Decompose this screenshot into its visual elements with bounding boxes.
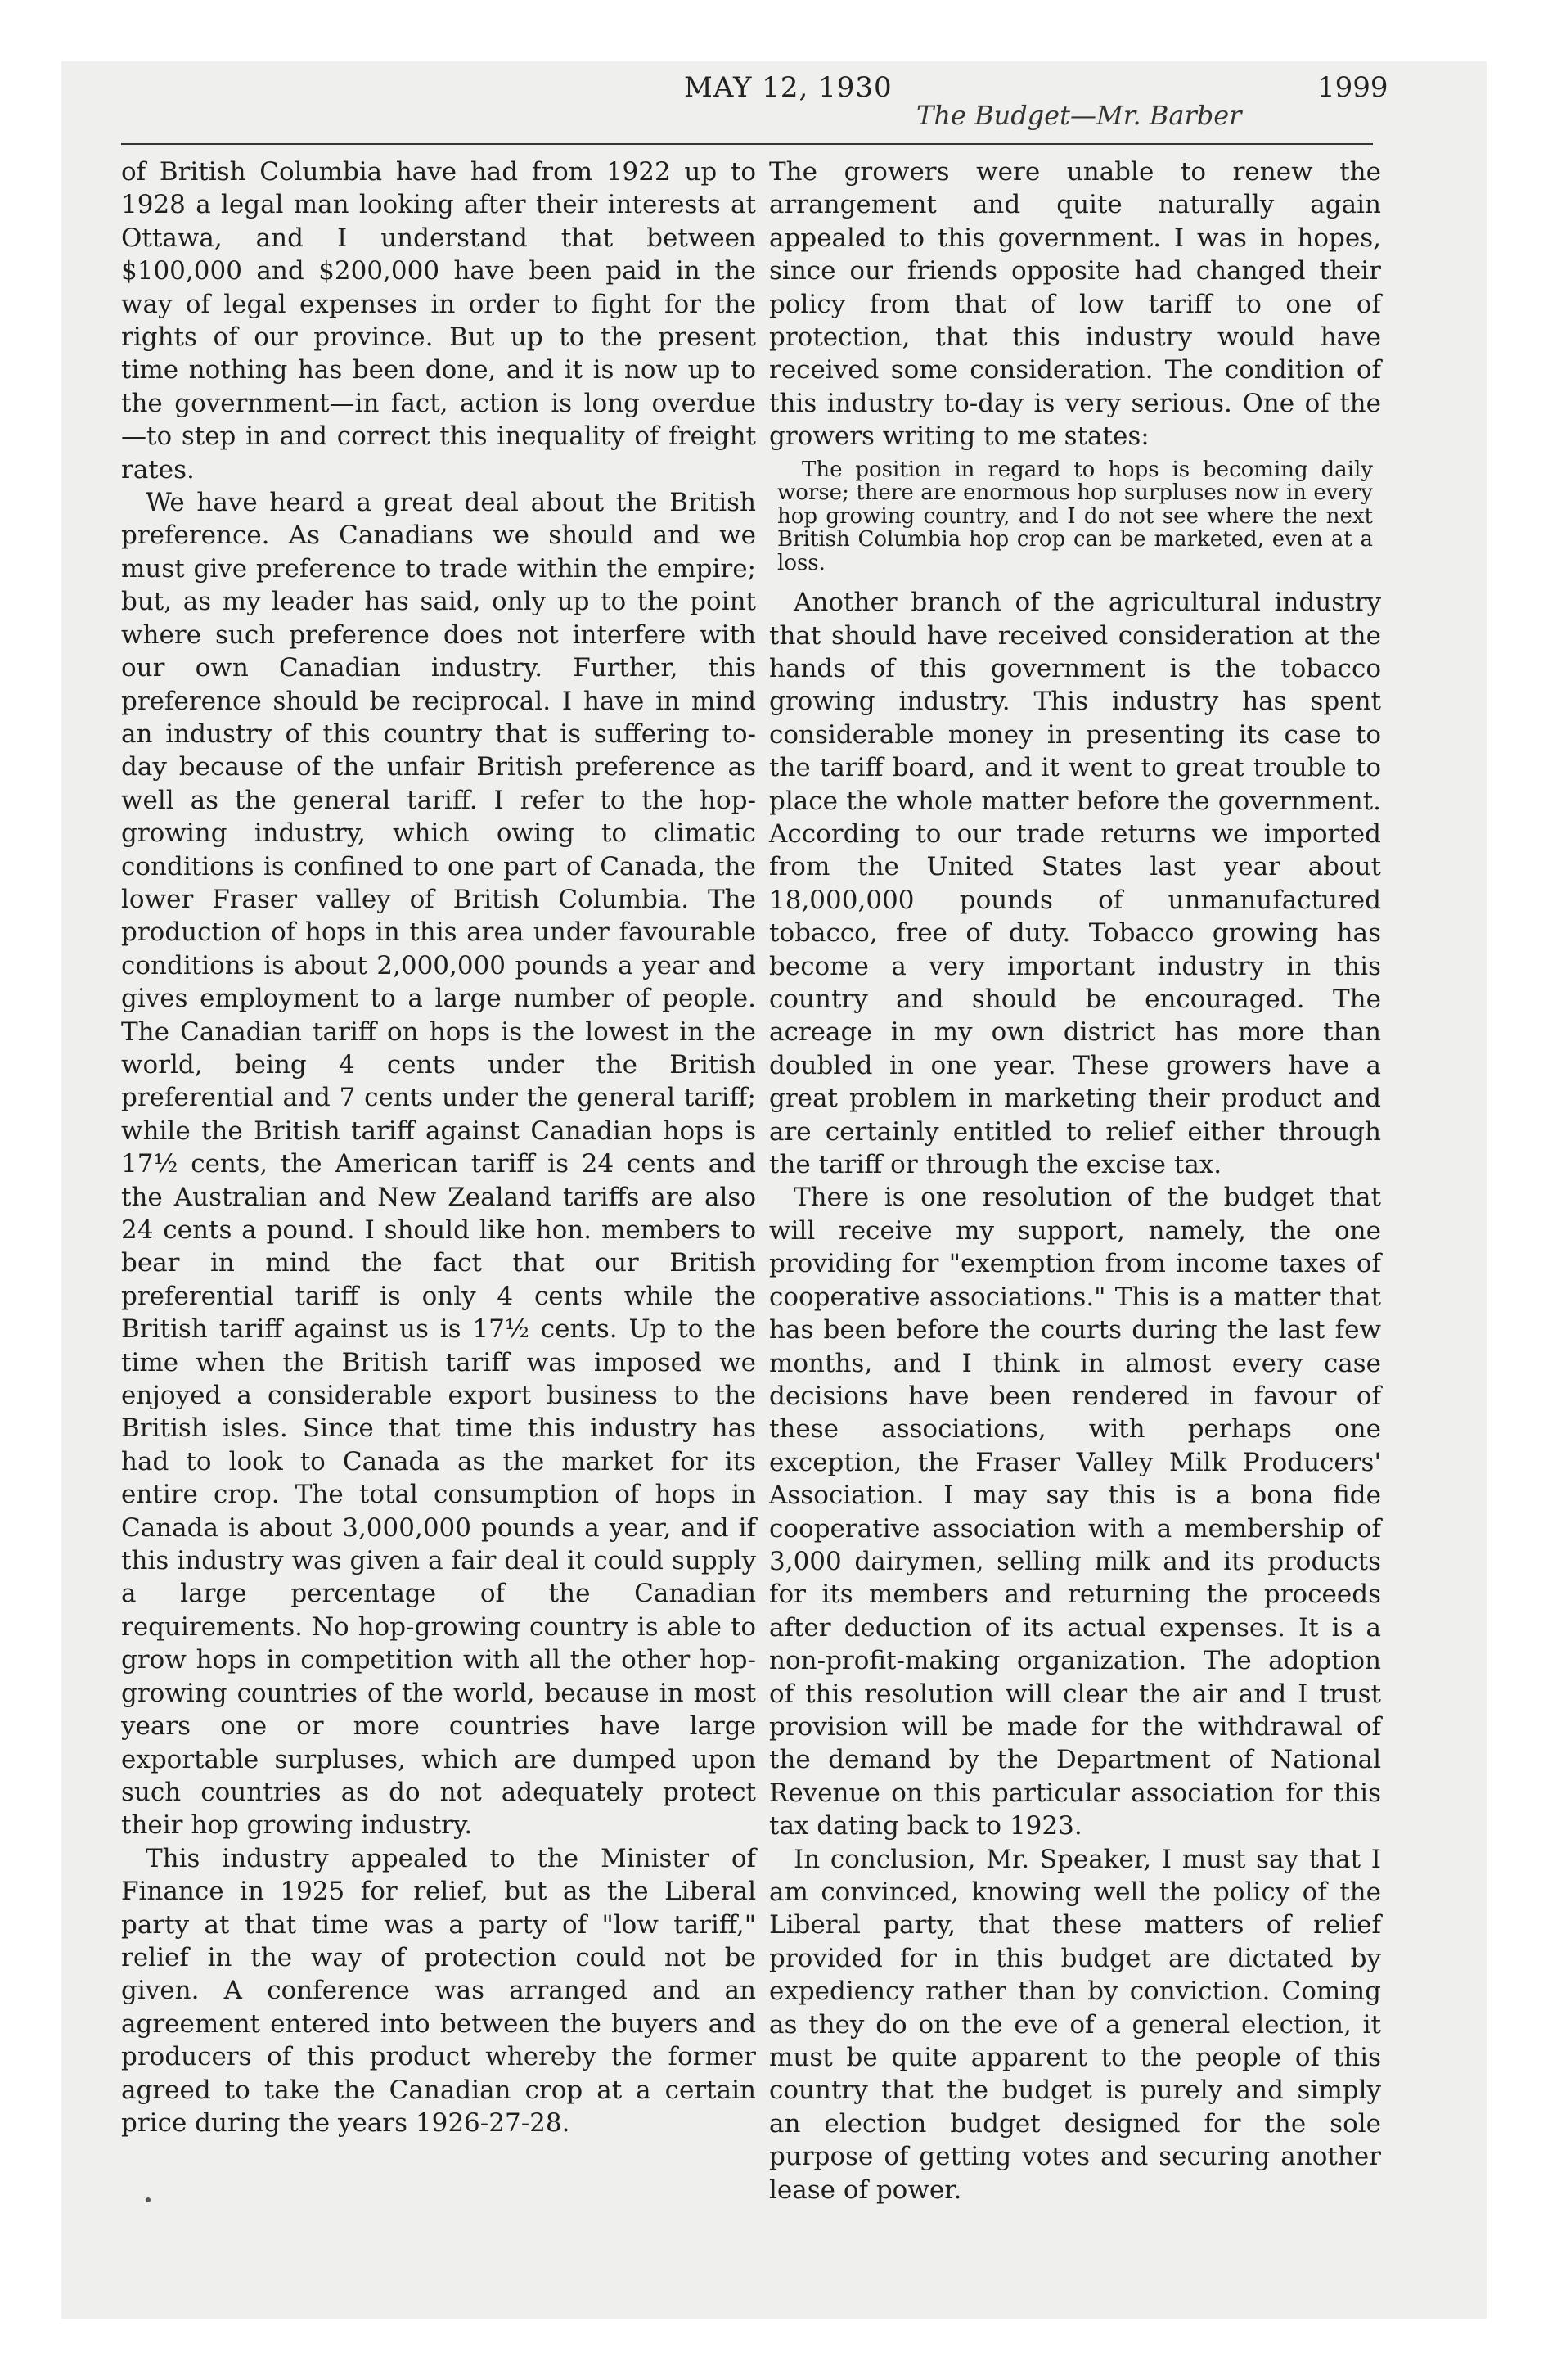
header-page-number: 1999 xyxy=(1317,71,1388,104)
right-paragraph-1: The growers were unable to renew the arrangement and quite naturally again appealed to this government. I was in hopes, since our friends opposite had changed their policy from that of low tariff to one of protection, that this industry would have received some consideration. The condition of this industry to-day is very serious. One of the growers writing to me states: xyxy=(769,157,1381,452)
left-paragraph-3: This industry appealed to the Minister of Finance in 1925 for relief, but as the Liberal party at that time was a party of "low tariff," relief in the way of protection could not be given. A conference was arranged and an agreement entered into between the buyers and producers of this product whereby the former agreed to take the Canadian crop at a certain price during the years 1926-27-28. xyxy=(121,1843,756,2138)
header-rule xyxy=(121,143,1373,145)
stray-ink-dot xyxy=(146,2197,151,2202)
right-paragraph-2: Another branch of the agricultural industry that should have received consideration at the hands of this government is the tobacco growing industry. This industry has spent considerable money in presenting its case to the tariff board, and it went to great trouble to place the whole matter before the government. According to our trade returns we imported from the United States last year about 18,000,000 pounds of unmanufactured tobacco, free of duty. Tobacco growing has become a very important industry in this country and should be encouraged. The acreage in my own district has more than doubled in one year. These growers have a great problem in marketing their product and are certainly entitled to relief either through the tariff or through the excise tax. xyxy=(769,588,1381,1180)
header-running-head: The Budget—Mr. Barber xyxy=(916,100,1242,131)
right-paragraph-3: There is one resolution of the budget that will receive my support, namely, the one providing for "exemption from income taxes of cooperative associations." This is a matter that has been before the courts during the last few months, and I think in almost every case decisions have been rendered in favour of these associations, with perhaps one exception, the Fraser Valley Milk Producers' Association. I may say this is a bona fide cooperative association with a membership of 3,000 dairymen, selling milk and its products for its members and returning the proceeds after deduction of its actual expenses. It is a non-profit-making organization. The adoption of this resolution will clear the air and I trust provision will be made for the withdrawal of the demand by the Department of National Revenue on this particular association for this tax dating back to 1923. xyxy=(769,1183,1381,1841)
right-paragraph-4: In conclusion, Mr. Speaker, I must say that I am convinced, knowing well the policy of the Liberal party, that these matters of relief provided for in this budget are dictated by expediency rather than by conviction. Coming as they do on the eve of a general election, it must be quite apparent to the people of this country that the budget is purely and simply an election budget designed for the sole purpose of getting votes and securing another lease of power. xyxy=(769,1844,1381,2205)
left-paragraph-2: We have heard a great deal about the British preference. As Canadians we should and we must give preference to trade within the empire; but, as my leader has said, only up to the point where such preference does not interfere with our own Canadian industry. Further, this preference should be reciprocal. I have in mind an industry of this country that is suffering to-day because of the unfair British preference as well as the general tariff. I refer to the hop-growing industry, which owing to climatic conditions is confined to one part of Canada, the lower Fraser valley of British Columbia. The production of hops in this area under favourable conditions is about 2,000,000 pounds a year and gives employment to a large number of people. The Canadian tariff on hops is the lowest in the world, being 4 cents under the British preferential and 7 cents under the general tariff; while the British tariff against Canadian hops is 17½ cents, the American tariff is 24 cents and the Australian and New Zealand tariffs are also 24 cents a pound. I should like hon. members to bear in mind the fact that our British preferential tariff is only 4 cents while the British tariff against us is 17½ cents. Up to the time when the British tariff was imposed we enjoyed a considerable export business to the British isles. Since that time this industry has had to look to Canada as the market for its entire crop. The total consumption of hops in Canada is about 3,000,000 pounds a year, and if this industry was given a fair deal it could supply a large percentage of the Canadian requirements. No hop-growing country is able to grow hops in competition with all the other hop-growing countries of the world, because in most years one or more countries have large exportable surpluses, which are dumped upon such countries as do not adequately protect their hop growing industry. xyxy=(121,488,756,1841)
letter-quote: The position in regard to hops is becoming daily worse; there are enormous hop surpluses now in every hop growing country, and I do not see where the next British Columbia hop crop can be marketed, even at a loss. xyxy=(777,457,1373,575)
left-paragraph-1: of British Columbia have had from 1922 up to 1928 a legal man looking after their interests at Ottawa, and I understand that between $100,000 and $200,000 have been paid in the way of legal expenses in order to fight for the rights of our province. But up to the present time nothing has been done, and it is now up to the government—in fact, action is long overdue—to step in and correct this inequality of freight rates. xyxy=(121,157,756,485)
right-column xyxy=(769,156,1381,2206)
header-date: MAY 12, 1930 xyxy=(684,71,893,104)
left-column xyxy=(121,156,756,2139)
